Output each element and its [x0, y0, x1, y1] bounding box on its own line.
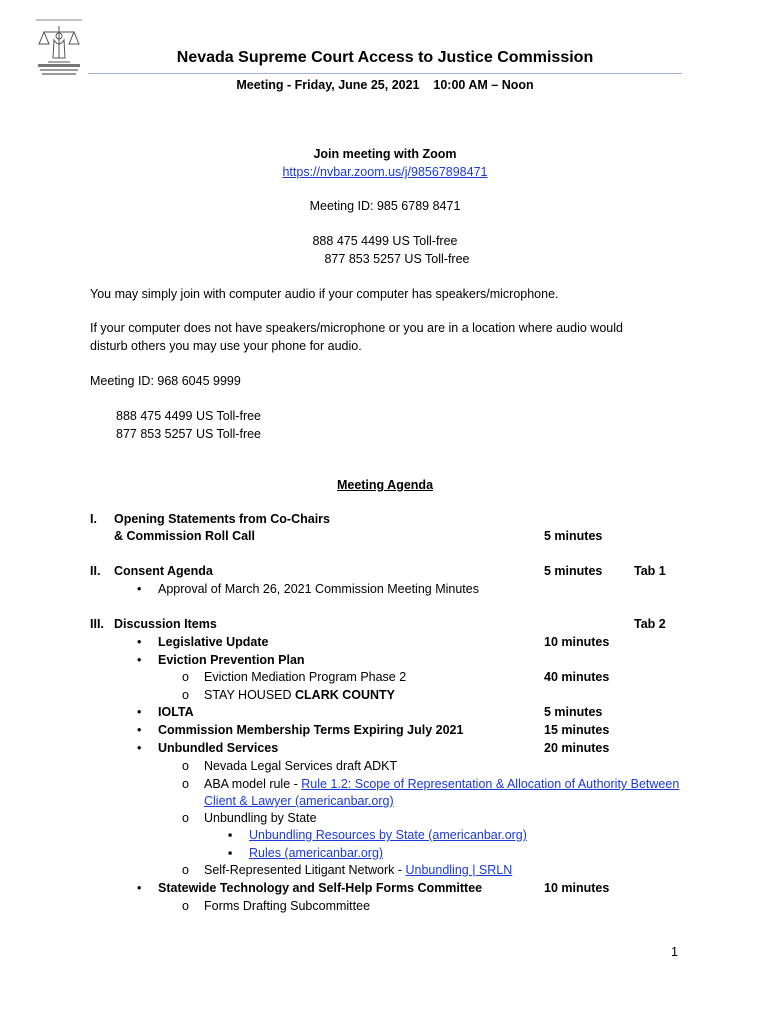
agenda-item-time: 5 minutes: [544, 705, 603, 719]
circle-marker: o: [182, 688, 189, 702]
agenda-subitem: Approval of March 26, 2021 Commission Meeting Minutes: [158, 582, 479, 596]
agenda-item-time: 20 minutes: [544, 741, 610, 755]
phone-number-1: 888 475 4499 US Toll-free: [116, 409, 262, 423]
circle-marker: o: [182, 777, 189, 791]
stay-housed-text: STAY HOUSED: [204, 688, 295, 702]
circle-marker: o: [182, 811, 189, 825]
agenda-item-time: 10 minutes: [544, 881, 610, 895]
section-number: I.: [90, 512, 97, 526]
phone-instructions-line1: If your computer does not have speakers/microphone or you are in a location where audio would: [90, 321, 623, 335]
agenda-subsubitem: Eviction Mediation Program Phase 2: [204, 670, 407, 684]
agenda-subitem: IOLTA: [158, 705, 194, 719]
agenda-subsubitem: Nevada Legal Services draft ADKT: [204, 759, 398, 773]
zoom-meeting-id: Meeting ID: 985 6789 8471: [309, 199, 461, 213]
zoom-phone-1: 888 475 4499 US Toll-free: [312, 234, 458, 248]
agenda-subsubitem: [204, 687, 395, 705]
agenda-subitem: Unbundled Services: [158, 741, 279, 755]
tab-reference: Tab 2: [634, 617, 666, 631]
agenda-item-time: 40 minutes: [544, 670, 610, 684]
aba-rule-link-continued[interactable]: Client & Lawyer (americanbar.org): [204, 794, 394, 808]
zoom-heading: Join meeting with Zoom: [313, 147, 457, 161]
section-number: II.: [90, 564, 101, 578]
audio-instructions: You may simply join with computer audio if your computer has speakers/microphone.: [90, 287, 559, 301]
document-title: Nevada Supreme Court Access to Justice Commission: [176, 49, 594, 66]
bullet-marker: •: [137, 653, 142, 667]
section-number: III.: [90, 617, 104, 631]
zoom-phone-2: 877 853 5257 US Toll-free: [324, 252, 470, 266]
agenda-item-title: Discussion Items: [114, 617, 217, 631]
meeting-datetime: Meeting - Friday, June 25, 2021 10:00 AM – Noon: [236, 78, 534, 92]
agenda-subsubitem: [204, 776, 679, 794]
agenda-item-title: Opening Statements from Co-Chairs: [114, 512, 330, 526]
square-marker: ▪: [228, 846, 233, 860]
page-number: 1: [671, 945, 678, 959]
phone-number-2: 877 853 5257 US Toll-free: [116, 427, 262, 441]
agenda-subsubitem: Forms Drafting Subcommittee: [204, 899, 371, 913]
circle-marker: o: [182, 863, 189, 877]
agenda-item-title: & Commission Roll Call: [114, 529, 255, 543]
circle-marker: o: [182, 670, 189, 684]
agenda-subitem: Legislative Update: [158, 635, 269, 649]
bullet-marker: •: [137, 741, 142, 755]
agenda-item-time: 5 minutes: [544, 529, 603, 543]
agenda-heading: Meeting Agenda: [336, 478, 434, 492]
bullet-marker: •: [137, 881, 142, 895]
phone-instructions-line2: disturb others you may use your phone for audio.: [90, 339, 362, 353]
tab-reference: Tab 1: [634, 564, 666, 578]
phone-meeting-id: Meeting ID: 968 6045 9999: [90, 374, 241, 388]
srln-prefix: Self-Represented Litigant Network -: [204, 863, 406, 877]
circle-marker: o: [182, 759, 189, 773]
clark-county-text: CLARK COUNTY: [295, 688, 395, 702]
aba-rule-prefix: ABA model rule -: [204, 777, 302, 791]
agenda-item-time: 5 minutes: [544, 564, 603, 578]
agenda-item-time: 15 minutes: [544, 723, 610, 737]
zoom-meeting-link[interactable]: https://nvbar.zoom.us/j/98567898471: [282, 165, 488, 179]
circle-marker: o: [182, 899, 189, 913]
agenda-item-time: 10 minutes: [544, 635, 610, 649]
unbundling-resources-link[interactable]: Unbundling Resources by State (americanbar.org): [249, 828, 527, 842]
aba-rule-link[interactable]: Rule 1.2: Scope of Representation & Allocation of Authority Between: [301, 777, 680, 791]
agenda-subitem: Commission Membership Terms Expiring July 2021: [158, 723, 464, 737]
commission-logo: [30, 18, 88, 76]
srln-link[interactable]: Unbundling | SRLN: [405, 863, 513, 877]
bullet-marker: •: [137, 635, 142, 649]
agenda-subsubitem: Unbundling by State: [204, 811, 317, 825]
agenda-item-title: Consent Agenda: [114, 564, 213, 578]
square-marker: ▪: [228, 828, 233, 842]
bullet-marker: •: [137, 705, 142, 719]
bullet-marker: •: [137, 582, 142, 596]
agenda-subitem: Eviction Prevention Plan: [158, 653, 305, 667]
title-divider: [88, 73, 682, 74]
bullet-marker: •: [137, 723, 142, 737]
agenda-subitem: Statewide Technology and Self-Help Forms Committee: [158, 881, 483, 895]
agenda-subsubitem: [204, 862, 512, 880]
rules-link[interactable]: Rules (americanbar.org): [249, 846, 384, 860]
